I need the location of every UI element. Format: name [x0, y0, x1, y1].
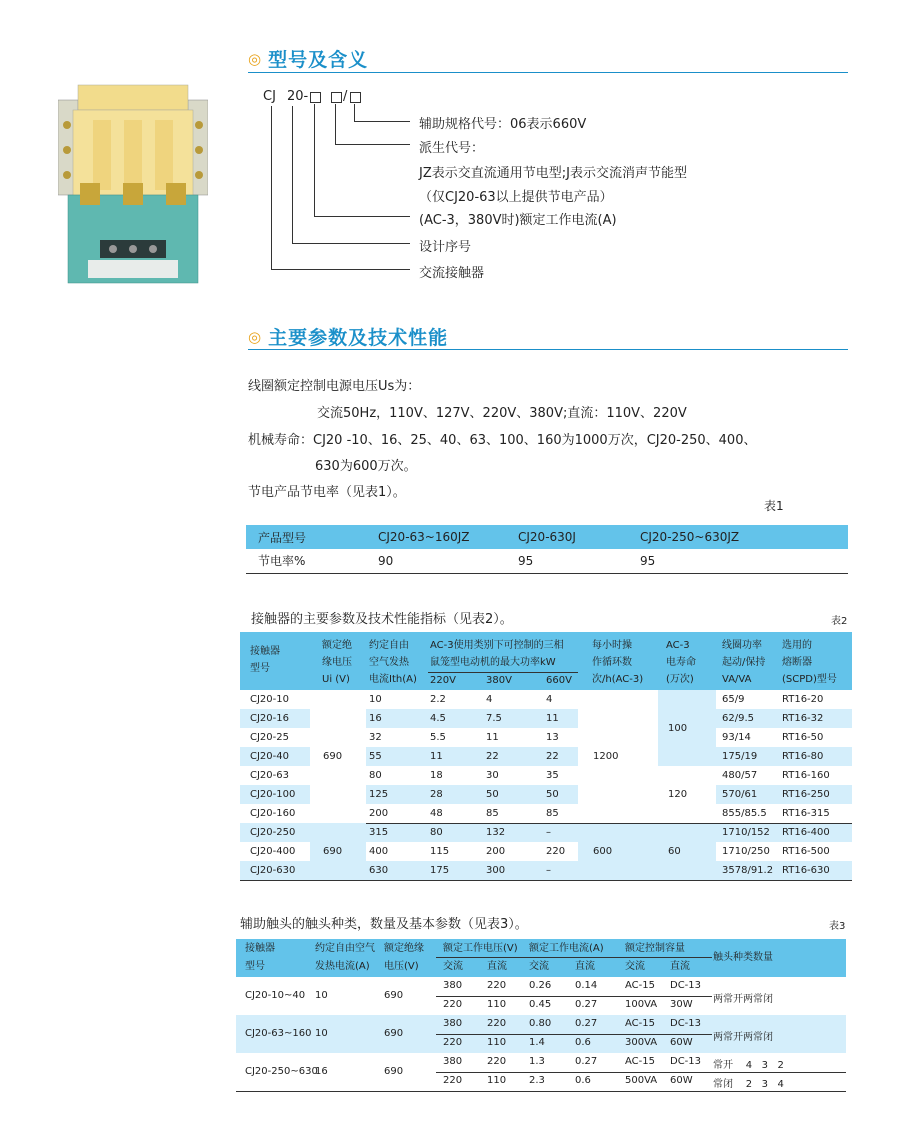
th-ui: 缘电压	[322, 657, 352, 668]
th3-cap: 额定控制容量	[625, 943, 685, 954]
table3-cell: 0.26	[529, 980, 552, 991]
table2-life-a: 100	[668, 722, 688, 734]
table3-cell: 0.14	[575, 980, 598, 991]
table3-row-divider	[436, 996, 712, 997]
table2-fuse: RT16-630	[782, 865, 830, 876]
connector-line	[354, 121, 410, 122]
table2-model: CJ20-250	[250, 827, 296, 838]
table3-cell: 0.27	[575, 1018, 598, 1029]
table3-ui: 690	[384, 1066, 404, 1077]
table2-fuse: RT16-250	[782, 789, 830, 800]
connector-line	[335, 104, 336, 145]
meaning-current: (AC-3，380V时)额定工作电流(A)	[419, 213, 617, 228]
table3-cell: 220	[487, 1056, 507, 1067]
table2-model: CJ20-63	[250, 770, 289, 781]
table3-model: CJ20-63~160	[245, 1028, 312, 1039]
th-power: AC-3使用类别下可控制的三相	[430, 640, 564, 651]
table2-p380: 300	[486, 865, 506, 876]
connector-line	[354, 104, 355, 122]
table3-cell: 110	[487, 1037, 507, 1048]
table2-p660: 4	[546, 694, 553, 705]
th-life: (万次)	[666, 674, 694, 685]
table2-ith: 10	[369, 694, 382, 705]
table3-row-divider	[436, 1072, 846, 1073]
table3-cell: DC-13	[670, 1056, 702, 1067]
table3-cell: 220	[487, 1018, 507, 1029]
table2-ith: 80	[369, 770, 382, 781]
th3-model: 接触器	[245, 943, 275, 954]
table2-model: CJ20-16	[250, 713, 289, 724]
th-fuse: 熔断器	[782, 657, 812, 668]
table2-model: CJ20-40	[250, 751, 289, 762]
table2-p660: –	[546, 865, 551, 876]
th3-ith: 约定自由空气	[315, 943, 375, 954]
table2-fuse: RT16-500	[782, 846, 830, 857]
table2-fuse: RT16-32	[782, 713, 824, 724]
table1-cell: 95	[640, 553, 656, 568]
table3-cell: 2.3	[529, 1075, 545, 1086]
table3-cell: 110	[487, 999, 507, 1010]
model-code-box-1	[310, 92, 321, 103]
table2-coil: 1710/152	[722, 827, 770, 838]
table2-label: 表2	[831, 616, 848, 627]
section-title-text: 型号及含义	[268, 49, 369, 71]
circle-bullet-icon: ◎	[248, 328, 263, 346]
th-ui: Ui (V)	[322, 674, 350, 685]
table1-cell: 95	[518, 553, 534, 568]
table2-fuse: RT16-160	[782, 770, 830, 781]
table1-cell: 90	[378, 553, 394, 568]
table2-p380: 30	[486, 770, 499, 781]
table3-cell: AC-15	[625, 1018, 655, 1029]
table1-header: CJ20-250~630JZ	[640, 530, 740, 544]
table1	[246, 525, 848, 574]
table3-ui: 690	[384, 990, 404, 1001]
table2-p220: 18	[430, 770, 443, 781]
table3-model: CJ20-250~630	[245, 1066, 318, 1077]
table2-p660: 85	[546, 808, 559, 819]
table3-label: 表3	[829, 921, 846, 932]
table1-header: 产品型号	[258, 530, 307, 545]
table3-kind: 两常开两常闭	[713, 994, 773, 1005]
table2-p380: 22	[486, 751, 499, 762]
table3-bottom-line	[236, 1091, 846, 1092]
section-title-text: 主要参数及技术性能	[268, 327, 449, 349]
table2-fuse: RT16-50	[782, 732, 824, 743]
th3-ui: 电压(V)	[384, 961, 419, 972]
circle-bullet-icon: ◎	[248, 50, 263, 68]
meaning-derivative: 派生代号：	[419, 141, 485, 156]
table2-coil: 62/9.5	[722, 713, 754, 724]
table2-coil: 65/9	[722, 694, 745, 705]
table2-p660: 13	[546, 732, 559, 743]
table2-p660: –	[546, 827, 551, 838]
table3-model: CJ20-10~40	[245, 990, 306, 1001]
table2-model: CJ20-400	[250, 846, 296, 857]
table3-cell: 380	[443, 980, 463, 991]
params-saving-rate: 节电产品节电率（见表1）。	[248, 485, 406, 500]
meaning-derivative-detail: JZ表示交直流通用节电型;J表示交流消声节能型	[419, 166, 687, 181]
table3-cell: 100VA	[625, 999, 658, 1010]
th3-ac: 交流	[529, 961, 549, 972]
table2-model: CJ20-160	[250, 808, 296, 819]
table3-cell: 110	[487, 1075, 507, 1086]
table1-label: 表1	[764, 499, 784, 513]
th-ith: 约定自由	[369, 640, 409, 651]
meaning-derivative-note: （仅CJ20-63以上提供节电产品）	[419, 190, 613, 205]
table3-ith: 16	[315, 1066, 328, 1077]
th3-curr: 额定工作电流(A)	[529, 943, 604, 954]
table2-ith: 125	[369, 789, 389, 800]
th-coil: VA/VA	[722, 674, 752, 685]
th3-ith: 发热电流(A)	[315, 961, 370, 972]
section-title-params	[248, 323, 448, 350]
table2-ith: 32	[369, 732, 382, 743]
table2-ith: 16	[369, 713, 382, 724]
table3-cell: 220	[443, 1037, 463, 1048]
table2-bottom-line	[240, 880, 852, 881]
meaning-design-no: 设计序号	[419, 240, 472, 255]
table3-body	[236, 977, 846, 1090]
table2-model: CJ20-10	[250, 694, 289, 705]
th3-ac: 交流	[443, 961, 463, 972]
table3-ith: 10	[315, 1028, 328, 1039]
table2-p220: 5.5	[430, 732, 446, 743]
table3-cell: 500VA	[625, 1075, 658, 1086]
connector-line	[314, 216, 410, 217]
th-660v: 660V	[546, 675, 572, 686]
table2-fuse: RT16-80	[782, 751, 824, 762]
table2-ith: 200	[369, 808, 389, 819]
th-fuse: (SCPD)型号	[782, 674, 837, 685]
table3-cell: 0.45	[529, 999, 552, 1010]
th-life: 电寿命	[666, 657, 696, 668]
table3-cell: DC-13	[670, 1018, 702, 1029]
table2-coil: 570/61	[722, 789, 758, 800]
table3-cell: AC-15	[625, 1056, 655, 1067]
table1-cell: 节电率%	[258, 554, 306, 569]
merged-stripe	[658, 823, 716, 880]
merged-stripe	[578, 823, 658, 880]
table2-header	[240, 632, 852, 690]
th-coil: 起动/保持	[722, 657, 766, 668]
table3-cell: 0.6	[575, 1037, 591, 1048]
table3-ith: 10	[315, 990, 328, 1001]
connector-line	[335, 144, 410, 145]
connector-line	[271, 269, 410, 270]
table2-p220: 48	[430, 808, 443, 819]
table2-p220: 28	[430, 789, 443, 800]
table3-cell: 60W	[670, 1075, 693, 1086]
table2-coil: 855/85.5	[722, 808, 767, 819]
connector-line	[314, 104, 315, 217]
table3-kind: 两常开两常闭	[713, 1032, 773, 1043]
th-ith: 电流Ith(A)	[369, 674, 417, 685]
params-coil-voltage: 线圈额定控制电源电压Us为：	[248, 379, 421, 394]
th-cycles: 次/h(AC-3)	[592, 674, 644, 685]
table2-model: CJ20-25	[250, 732, 289, 743]
table3-cell: 380	[443, 1018, 463, 1029]
table3-cell: 1.3	[529, 1056, 545, 1067]
table1-header: CJ20-63~160JZ	[378, 530, 470, 544]
table3-kind: 常开 4 3 2	[713, 1060, 784, 1071]
table3-cell: 0.27	[575, 1056, 598, 1067]
section-divider	[248, 72, 848, 73]
table2-p380: 132	[486, 827, 506, 838]
table2-fuse: RT16-20	[782, 694, 824, 705]
table2-ith: 315	[369, 827, 389, 838]
connector-line	[292, 106, 293, 244]
table3-cell: 0.6	[575, 1075, 591, 1086]
table3-ui: 690	[384, 1028, 404, 1039]
th-power: 鼠笼型电动机的最大功率kW	[430, 657, 556, 668]
connector-line	[292, 243, 410, 244]
section-divider	[248, 349, 848, 350]
th3-ac: 交流	[625, 961, 645, 972]
th-life: AC-3	[666, 640, 690, 651]
table2-model: CJ20-100	[250, 789, 296, 800]
table2-p220: 11	[430, 751, 443, 762]
table2-p380: 4	[486, 694, 493, 705]
th3-dc: 直流	[670, 961, 690, 972]
table2-cycles-b: 600	[593, 846, 613, 857]
meaning-contactor: 交流接触器	[419, 266, 485, 281]
th-model: 型号	[250, 663, 270, 674]
table3-cell: 0.27	[575, 999, 598, 1010]
params-mech-life: 机械寿命：CJ20 -10、16、25、40、63、100、160为1000万次，CJ20-250、400、	[248, 433, 757, 448]
table3-cell: 30W	[670, 999, 693, 1010]
th-coil: 线圈功率	[722, 640, 762, 651]
table3-cell: 300VA	[625, 1037, 658, 1048]
table3-cell: 0.80	[529, 1018, 552, 1029]
table3-caption: 辅助触头的触头种类，数量及基本参数（见表3）。	[240, 917, 528, 932]
table3-cell: 60W	[670, 1037, 693, 1048]
table2-fuse: RT16-400	[782, 827, 830, 838]
table3-kind: 常闭 2 3 4	[713, 1079, 784, 1090]
model-code-num: 20-	[287, 89, 309, 104]
model-code-box-3	[350, 92, 361, 103]
params-mech-life-cont: 630为600万次。	[315, 459, 417, 474]
model-code-box-2	[331, 92, 342, 103]
table2-coil: 175/19	[722, 751, 758, 762]
th-cycles: 作循环数	[592, 657, 632, 668]
th3-volt: 额定工作电压(V)	[443, 943, 518, 954]
table2-p660: 11	[546, 713, 559, 724]
table2-divider	[366, 823, 852, 824]
th-ui: 额定绝	[322, 640, 352, 651]
table2-p380: 200	[486, 846, 506, 857]
table2-p220: 2.2	[430, 694, 446, 705]
table2-ith: 55	[369, 751, 382, 762]
table2-cycles-a: 1200	[593, 751, 619, 762]
table2-p380: 7.5	[486, 713, 502, 724]
contactor-product-image	[58, 80, 208, 285]
table3-cell: 220	[443, 999, 463, 1010]
table2-p380: 85	[486, 808, 499, 819]
table2-p220: 175	[430, 865, 450, 876]
table2-p660: 35	[546, 770, 559, 781]
model-code-slash: /	[343, 89, 348, 104]
table2-p660: 220	[546, 846, 566, 857]
th3-dc: 直流	[575, 961, 595, 972]
table3-cell: 220	[443, 1075, 463, 1086]
table3-cell: 380	[443, 1056, 463, 1067]
table2-fuse: RT16-315	[782, 808, 830, 819]
table3-row-divider	[436, 1034, 712, 1035]
table2-coil: 1710/250	[722, 846, 770, 857]
th3-kind: 触头种类数量	[713, 952, 773, 963]
table3-cell: DC-13	[670, 980, 702, 991]
table2-p660: 50	[546, 789, 559, 800]
table2-ith: 630	[369, 865, 389, 876]
meaning-aux-spec: 辅助规格代号：06表示660V	[419, 117, 587, 132]
table2-ui-b: 690	[323, 846, 343, 857]
th3-model: 型号	[245, 961, 265, 972]
th-380v: 380V	[486, 675, 512, 686]
th-fuse: 选用的	[782, 640, 812, 651]
table3-cell: 1.4	[529, 1037, 545, 1048]
table2-ith: 400	[369, 846, 389, 857]
connector-line	[271, 106, 272, 270]
table2-coil: 93/14	[722, 732, 751, 743]
params-voltage-values: 交流50Hz，110V、127V、220V、380V;直流：110V、220V	[317, 406, 687, 421]
th-cycles: 每小时操	[592, 640, 632, 651]
table2-ui-a: 690	[323, 751, 343, 762]
th-220v: 220V	[430, 675, 456, 686]
table2-coil: 3578/91.2	[722, 865, 774, 876]
table3-cell: 220	[487, 980, 507, 991]
section-title-model	[248, 45, 368, 72]
th3-ui: 额定绝缘	[384, 943, 424, 954]
table2-life-c: 60	[668, 846, 681, 857]
table2-p660: 22	[546, 751, 559, 762]
table2-p220: 4.5	[430, 713, 446, 724]
model-code-cj: CJ	[263, 89, 276, 104]
table2-life-b: 120	[668, 789, 688, 800]
th-model: 接触器	[250, 646, 280, 657]
table1-header: CJ20-630J	[518, 530, 576, 544]
table3-header	[236, 939, 846, 977]
table2-p380: 50	[486, 789, 499, 800]
table3-cell: AC-15	[625, 980, 655, 991]
th3-dc: 直流	[487, 961, 507, 972]
table2-coil: 480/57	[722, 770, 758, 781]
table2-model: CJ20-630	[250, 865, 296, 876]
table2-p220: 115	[430, 846, 450, 857]
table2-body	[240, 690, 852, 880]
th-ith: 空气发热	[369, 657, 409, 668]
table2-p380: 11	[486, 732, 499, 743]
table2-p220: 80	[430, 827, 443, 838]
table2-caption: 接触器的主要参数及技术性能指标（见表2）。	[251, 612, 513, 627]
